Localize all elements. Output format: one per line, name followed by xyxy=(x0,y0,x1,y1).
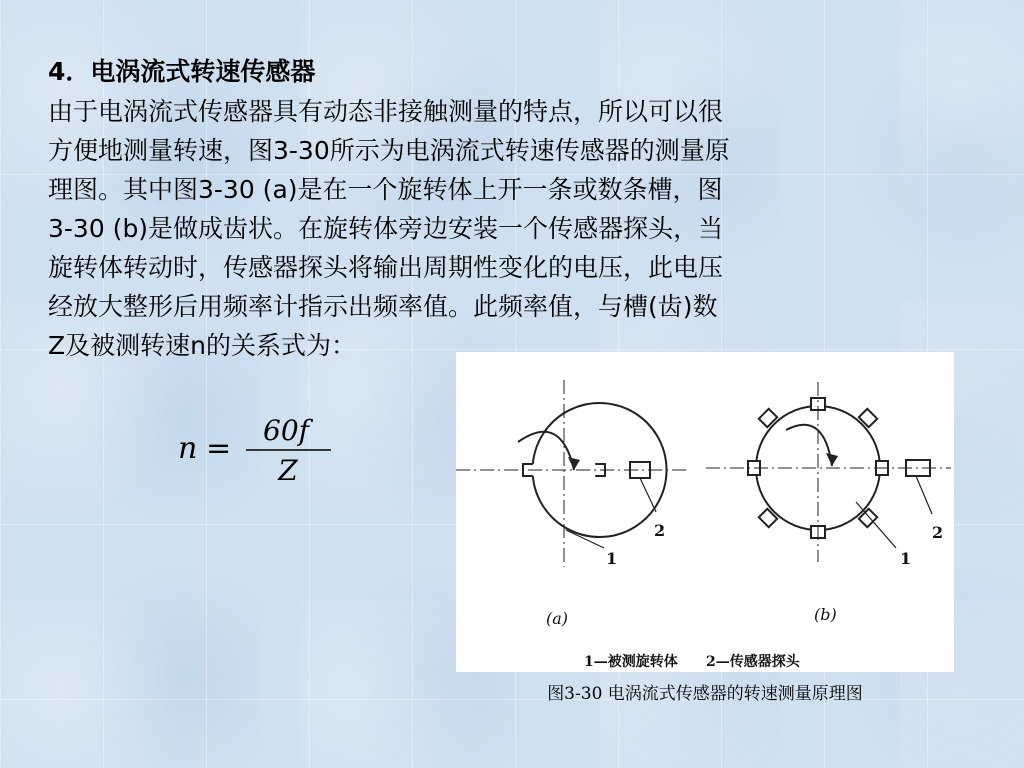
callout-1-a: 1 xyxy=(606,549,618,568)
callout-1-b: 1 xyxy=(900,549,912,568)
leader-1-b xyxy=(856,502,896,548)
formula-graphic xyxy=(176,410,346,490)
arrow-head-b xyxy=(826,453,838,466)
paragraph-line: Z及被测转速n的关系式为： xyxy=(48,331,356,360)
legend-probe: 2—传感器探头 xyxy=(706,654,800,670)
paragraph-line: 3-30 (b)是做成齿状。在旋转体旁边安装一个传感器探头，当 xyxy=(48,214,724,243)
formula-equals: = xyxy=(206,431,232,466)
paragraph-line: 由于电涡流式传感器具有动态非接触测量的特点，所以可以很 xyxy=(48,97,724,126)
paragraph-line: 经放大整形后用频率计指示出频率值。此频率值，与槽(齿)数 xyxy=(48,292,718,321)
legend-rotor: 1—被测旋转体 xyxy=(584,654,678,670)
frequency-formula xyxy=(176,410,346,490)
arrow-head-a xyxy=(568,457,580,470)
paragraph-line: 理图。其中图3-30 (a)是在一个旋转体上开一条或数条槽，图 xyxy=(48,175,723,204)
figure-3-30 xyxy=(456,352,954,672)
formula-denominator: Z xyxy=(278,454,298,487)
paragraph-line: 方便地测量转速，图3-30所示为电涡流式转速传感器的测量原 xyxy=(48,136,730,165)
rotation-arrow-b xyxy=(786,425,832,466)
paragraph-line: 旋转体转动时，传感器探头将输出周期性变化的电压，此电压 xyxy=(48,253,724,282)
section-heading: 4．电涡流式转速传感器 xyxy=(48,57,316,86)
callout-2-a: 2 xyxy=(654,521,666,540)
label-a: (a) xyxy=(546,609,569,628)
label-b: (b) xyxy=(814,605,837,624)
slide-text-block xyxy=(48,52,978,365)
leader-1-a xyxy=(566,530,604,548)
leader-2-b xyxy=(916,476,932,514)
formula-lhs: n xyxy=(178,431,198,466)
figure-caption: 图3-30 电涡流式传感器的转速测量原理图 xyxy=(547,684,863,704)
leader-2-a xyxy=(640,478,656,512)
eddy-current-diagram xyxy=(456,352,954,672)
formula-numerator: 60f xyxy=(263,414,309,447)
callout-2-b: 2 xyxy=(932,523,944,542)
